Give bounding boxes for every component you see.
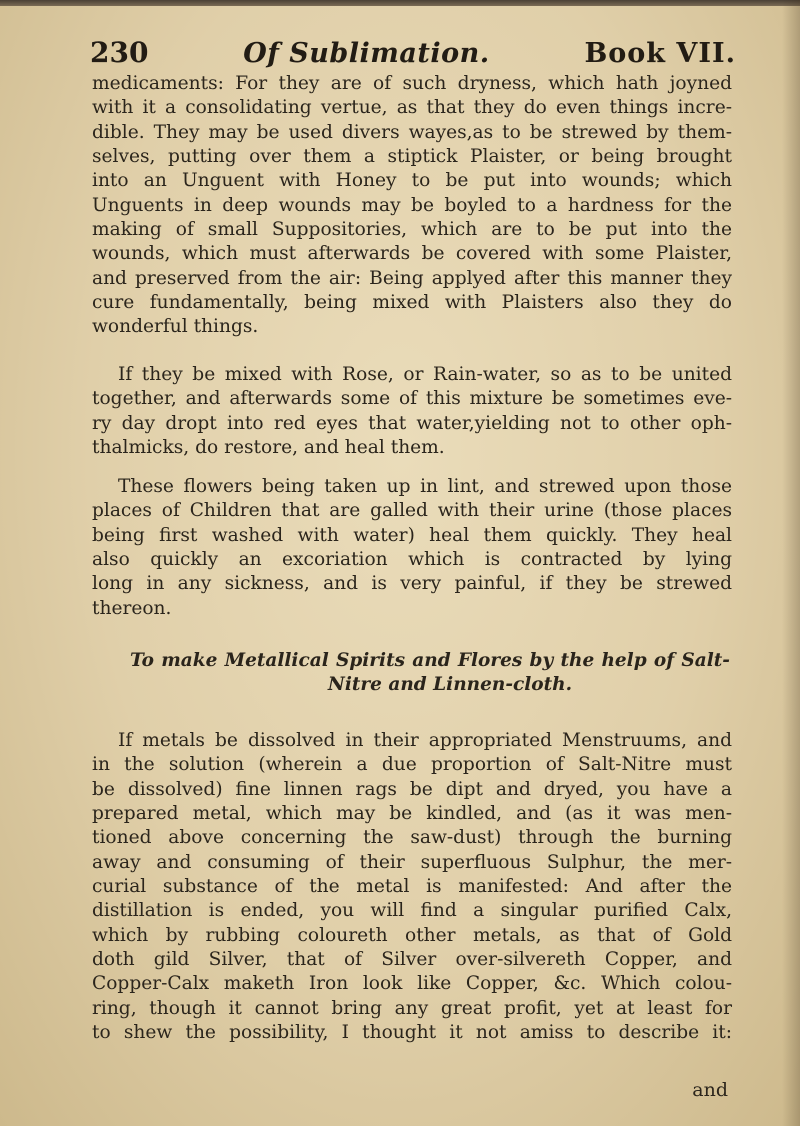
text-line: which by rubbing coloureth other metals, as that of Gold: [92, 924, 732, 946]
text-line: wounds, which must afterwards be covered with some Plaister,: [92, 243, 732, 265]
text-line: ring, though it cannot bring any great profit, yet at least for: [92, 997, 732, 1019]
text-line: These flowers being taken up in lint, and strewed upon those: [118, 476, 732, 497]
paragraph-2: [92, 363, 732, 460]
paragraph-3: [92, 475, 732, 621]
text-line: medicaments: For they are of such dryness, which hath joyned: [92, 73, 732, 94]
paragraph-1: [92, 72, 732, 340]
text-line: and preserved from the air: Being applyed after this manner they: [92, 267, 732, 289]
text-line: prepared metal, which may be kindled, and (as it was men-: [92, 803, 732, 825]
text-line: If metals be dissolved in their appropriated Menstruums, and: [118, 730, 732, 751]
text-line: curial substance of the metal is manifested: And after the: [92, 876, 732, 898]
text-line: selves, putting over them a stiptick Plaister, or being brought: [92, 146, 732, 168]
text-line: together, and afterwards some of this mixture be sometimes eve-: [92, 388, 732, 410]
section-heading-line: To make Metallical Spirits and Flores by the help of Salt-: [130, 650, 730, 671]
text-line: wonderful things.: [92, 316, 259, 338]
book-label: Book VII.: [584, 38, 736, 69]
catchword: and: [692, 1079, 728, 1101]
text-line: thereon.: [92, 597, 172, 619]
paragraph-4: [92, 729, 732, 1045]
text-line: Unguents in deep wounds may be boyled to a hardness for the: [92, 194, 732, 216]
section-heading: [130, 649, 730, 697]
text-line: Copper-Calx maketh Iron look like Copper, &c. Which colou-: [92, 973, 732, 995]
text-line: places of Children that are galled with their urine (those places: [92, 500, 732, 522]
text-line: being first washed with water) heal them quickly. They heal: [92, 524, 732, 546]
text-line: tioned above concerning the saw-dust) through the burning: [92, 827, 732, 849]
page-edge-shadow: [782, 0, 800, 1126]
text-line: in the solution (wherein a due proportion of Salt-Nitre must: [92, 754, 732, 776]
text-line: long in any sickness, and is very painful, if they be strewed: [92, 573, 732, 595]
text-line: away and consuming of their superfluous Sulphur, the mer-: [92, 851, 732, 873]
text-line: into an Unguent with Honey to be put into wounds; which: [92, 170, 732, 192]
text-line: with it a consolidating vertue, as that they do even things incre-: [92, 97, 732, 119]
text-line: making of small Suppositories, which are to be put into the: [92, 219, 732, 241]
section-heading-line: Nitre and Linnen-cloth.: [327, 674, 573, 695]
top-edge-rule: [0, 0, 800, 6]
text-line: to shew the possibility, I thought it not amiss to describe it:: [92, 1022, 732, 1044]
running-header: [90, 36, 736, 72]
text-line: ry day dropt into red eyes that water,yielding not to other oph-: [92, 412, 732, 434]
text-line: be dissolved) fine linnen rags be dipt and dryed, you have a: [92, 778, 732, 800]
text-line: distillation is ended, you will find a singular purified Calx,: [92, 900, 732, 922]
page-number: 230: [90, 36, 149, 69]
text-line: also quickly an excoriation which is contracted by lying: [92, 549, 732, 571]
text-line: cure fundamentally, being mixed with Plaisters also they do: [92, 292, 732, 314]
text-line: dible. They may be used divers wayes,as to be strewed by them-: [92, 121, 732, 143]
text-line: thalmicks, do restore, and heal them.: [92, 437, 445, 459]
running-title: Of Sublimation.: [243, 38, 490, 69]
text-line: If they be mixed with Rose, or Rain-water, so as to be united: [118, 364, 732, 385]
text-line: doth gild Silver, that of Silver over-silvereth Copper, and: [92, 949, 732, 971]
